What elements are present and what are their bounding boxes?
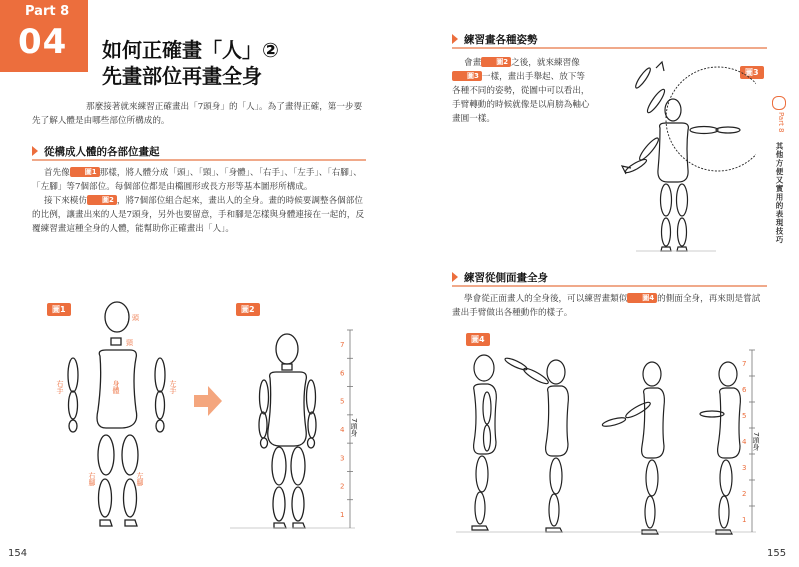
neck-shape	[111, 338, 121, 345]
label-neck: 頸	[126, 339, 133, 347]
scale-tick-label: 4	[340, 426, 345, 434]
scale-tick-label: 5	[340, 397, 345, 406]
figure-4-side-views	[456, 346, 776, 538]
head-shape	[105, 302, 129, 332]
fig-ref-2b: 圖2	[481, 57, 511, 67]
side-tab-marker	[772, 96, 786, 110]
fig-ref-3: 圖3	[452, 71, 482, 81]
scale-tick-label: 6	[742, 386, 747, 394]
scale-tick-label: 3	[742, 464, 747, 472]
label-left-hand: 左手	[169, 380, 177, 394]
side-tab-text: 其他方便又實用的表現技巧	[775, 142, 784, 244]
scale-tick-label: 2	[340, 482, 345, 491]
intro-paragraph: 那麼接著就來練習正確畫出「7頭身」的「人」。為了畫得正確，第一步要先了解人體是由哪些部位所構成的。	[32, 102, 363, 126]
fig-ref-1: 圖1	[70, 167, 100, 177]
section-heading-poses: 練習畫各種姿勢	[452, 32, 767, 48]
scale-tick-label: 1	[340, 510, 345, 519]
page-number-left: 154	[8, 548, 28, 559]
scale-tick-label: 7	[742, 360, 747, 368]
label-body: 身體	[112, 380, 120, 394]
page-number-right: 155	[767, 548, 787, 559]
left-thigh	[122, 435, 138, 475]
scale-tick-label: 7	[340, 341, 345, 350]
scale-label: 7頭身	[752, 432, 760, 451]
label-head: 頭	[132, 314, 139, 322]
scale-7-heads-fig4	[742, 350, 760, 524]
section1-body: 首先像 圖1 那樣，將人體分成「頭」、「頸」、「身體」、「右手」、「左手」、「右腳」、「左腳」等7個部位。每個部位都是由橢圓形或長方形等基本圖形所構成。 接下來模仿 圖2 ，將7個部位組合起來，畫出人的全身。畫的時候要調整各個部位的比例，讓畫出來的人是7頭身，另外也要留意，手和腳是怎樣與身體連接在一起的，反覆練習畫這種全身的人體，能幫助你正確畫出「人」。	[32, 168, 365, 234]
arrow-right-icon	[192, 384, 224, 418]
label-right-hand: 右手	[56, 380, 64, 394]
scale-tick-label: 5	[742, 412, 747, 420]
page-title-line1: 如何正確畫「人」②	[102, 38, 279, 62]
section-heading-parts: 從構成人體的各部位畫起	[32, 144, 366, 160]
part-badge	[0, 0, 88, 72]
label-right-leg: 右腳	[88, 472, 96, 486]
figure-2-label: 圖2	[236, 303, 260, 316]
fig-ref-2: 圖2	[87, 195, 117, 205]
scale-label: 7頭身	[350, 418, 358, 437]
scale-tick-label: 4	[742, 438, 747, 446]
figure-4-label: 圖4	[466, 333, 490, 346]
chapter-number: 04	[18, 22, 68, 62]
scale-tick-label: 2	[742, 490, 747, 498]
scale-tick-label: 6	[340, 369, 345, 378]
left-upper-arm	[155, 358, 165, 392]
figure-3-arm-rotation	[596, 56, 756, 256]
page-title-line2: 先畫部位再畫全身	[102, 64, 262, 88]
side-tab-chapter: Part 8	[777, 112, 785, 133]
figure-1-label: 圖1	[47, 303, 71, 316]
scale-tick-label: 3	[340, 454, 345, 463]
figure-2-full-body	[230, 322, 370, 542]
section2-body: 會畫 圖2 之後，就來練習像圖3 一樣，畫出手舉起、放下等各種不同的姿勢，從圖中可以看出，手臂轉動的時候就像是以肩膀為軸心畫圓一樣。	[452, 58, 590, 124]
section-heading-side: 練習從側面畫全身	[452, 270, 767, 286]
right-thigh	[98, 435, 114, 475]
section3-body: 學會從正面畫人的全身後，可以練習畫類似 圖4 的側面全身，再來則是嘗試畫出手臂做出各種動作的樣子。	[452, 294, 761, 318]
scale-tick-label: 1	[742, 516, 747, 524]
figure-3-label: 圖3	[740, 66, 764, 79]
right-upper-arm	[68, 358, 78, 392]
figure-1-body-parts	[40, 300, 210, 540]
label-left-leg: 左腳	[136, 472, 144, 486]
part-label: Part 8	[25, 4, 70, 19]
fig-ref-4: 圖4	[627, 293, 657, 303]
scale-7-heads	[340, 330, 358, 519]
heading-marker	[32, 146, 38, 156]
